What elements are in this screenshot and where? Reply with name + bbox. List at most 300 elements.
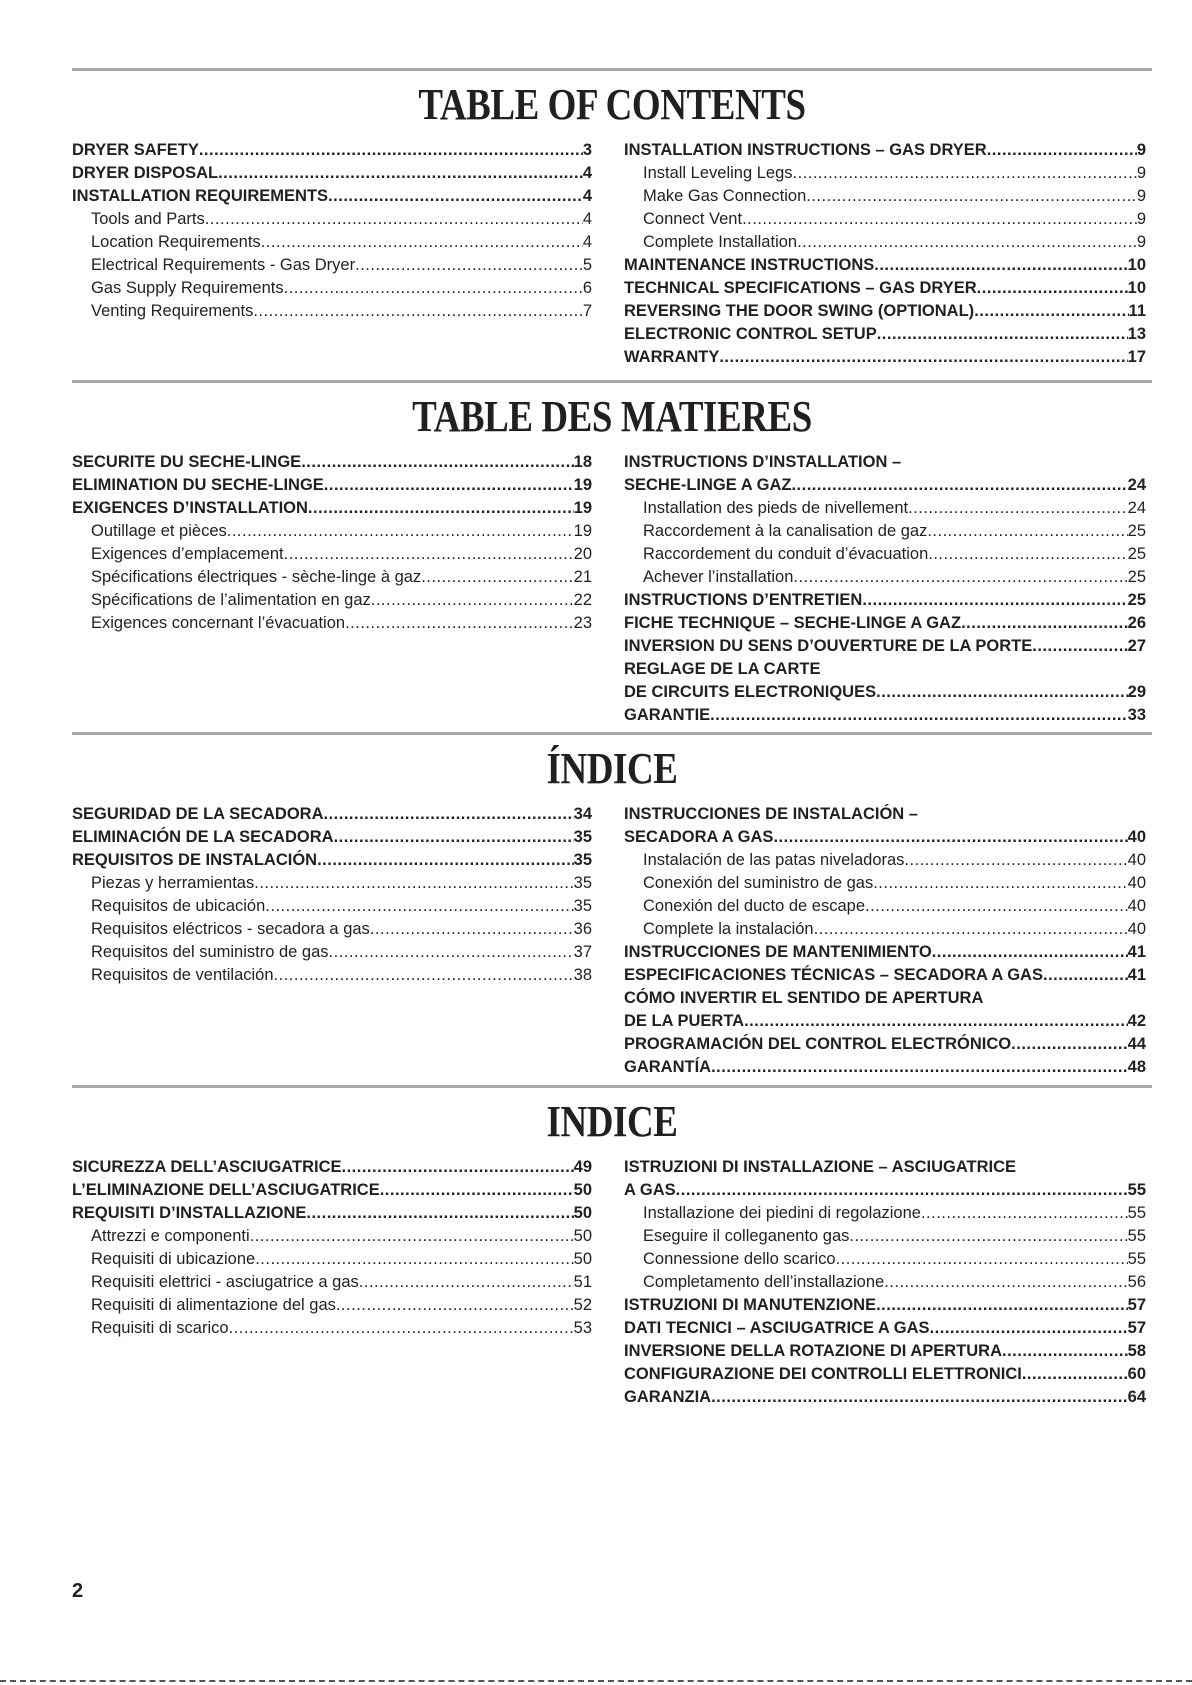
toc-entry-label: REVERSING THE DOOR SWING (OPTIONAL) <box>624 302 975 320</box>
toc-entry-page: 26 <box>1127 614 1146 632</box>
toc-leader-dots <box>329 941 574 964</box>
toc-leader-dots <box>921 1202 1128 1225</box>
toc-entry-label: ISTRUZIONI DI INSTALLAZIONE – ASCIUGATRICE <box>624 1158 1017 1176</box>
toc-leader-dots <box>342 1156 574 1179</box>
toc-entry-page: 40 <box>1127 851 1146 869</box>
toc-entry[interactable] <box>624 803 1146 826</box>
toc-leader-dots <box>336 1294 574 1317</box>
toc-entry-page: 41 <box>1127 966 1146 984</box>
toc-entry-page: 7 <box>582 302 592 320</box>
toc-entry-page: 55 <box>1127 1227 1146 1245</box>
toc-entry-label: ISTRUZIONI DI MANUTENZIONE <box>624 1296 877 1314</box>
toc-entry-page: 49 <box>573 1158 592 1176</box>
toc-entry-label: WARRANTY <box>624 348 720 366</box>
toc-entry-label: Requisitos de ventilación <box>91 966 274 984</box>
toc-leader-dots <box>862 589 1127 612</box>
toc-leader-dots <box>710 704 1127 727</box>
toc-entry-page: 36 <box>573 920 592 938</box>
toc-entry[interactable] <box>624 1271 1146 1294</box>
toc-leader-dots <box>961 612 1128 635</box>
bottom-divider <box>0 1680 1192 1682</box>
toc-leader-dots <box>205 208 583 231</box>
toc-entry[interactable] <box>624 1033 1146 1056</box>
toc-entry-label: INSTRUCCIONES DE INSTALACIÓN – <box>624 805 918 823</box>
toc-entry-label: INVERSIONE DELLA ROTAZIONE DI APERTURA <box>624 1342 1002 1360</box>
toc-entry-label: INVERSION DU SENS D’OUVERTURE DE LA PORTE <box>624 637 1033 655</box>
section-title: TABLE OF CONTENTS <box>418 80 806 129</box>
toc-leader-dots <box>334 826 574 849</box>
toc-entry-page: 19 <box>573 522 592 540</box>
toc-entry[interactable] <box>72 803 592 826</box>
toc-entry-page: 48 <box>1127 1058 1146 1076</box>
toc-entry[interactable] <box>72 612 592 635</box>
toc-section <box>72 1085 1152 1406</box>
toc-entry-label: INSTALLATION REQUIREMENTS <box>72 187 329 205</box>
toc-entry-label: Achever l’installation <box>643 568 794 586</box>
toc-entry-label: DE CIRCUITS ELECTRONIQUES <box>624 683 877 701</box>
toc-entry-label: SEGURIDAD DE LA SECADORA <box>72 805 324 823</box>
toc-leader-dots <box>930 1317 1128 1340</box>
toc-entry-label: Make Gas Connection <box>643 187 807 205</box>
toc-leader-dots <box>254 872 573 895</box>
toc-entry-page: 40 <box>1127 874 1146 892</box>
page-number: 2 <box>72 1580 84 1602</box>
toc-entry[interactable] <box>72 872 592 895</box>
toc-entry-page: 9 <box>1136 164 1146 182</box>
toc-entry-label: Connect Vent <box>643 210 743 228</box>
toc-column-left <box>72 139 592 323</box>
toc-leader-dots <box>904 849 1127 872</box>
toc-entry[interactable] <box>624 1248 1146 1271</box>
toc-entry[interactable] <box>624 872 1146 895</box>
toc-entry-page: 40 <box>1127 828 1146 846</box>
toc-entry[interactable] <box>624 162 1146 185</box>
toc-leader-dots <box>227 520 574 543</box>
toc-leader-dots <box>218 162 583 185</box>
toc-leader-dots <box>1011 1033 1127 1056</box>
toc-entry[interactable] <box>624 1056 1146 1079</box>
toc-entry-label: Completamento dell’installazione <box>643 1273 885 1291</box>
toc-entry-page: 4 <box>582 233 592 251</box>
toc-leader-dots <box>345 612 574 635</box>
toc-entry-page: 18 <box>573 453 592 471</box>
toc-entry-label: INSTRUCTIONS D’INSTALLATION – <box>624 453 902 471</box>
toc-entry-label: Complete Installation <box>643 233 798 251</box>
toc-entry[interactable] <box>72 1317 592 1340</box>
toc-entry-label: ESPECIFICACIONES TÉCNICAS – SECADORA A GAS <box>624 966 1043 984</box>
toc-entry-page: 10 <box>1127 256 1146 274</box>
toc-entry-page: 50 <box>573 1227 592 1245</box>
toc-entry[interactable] <box>624 451 1146 474</box>
toc-leader-dots <box>421 566 573 589</box>
toc-leader-dots <box>744 1010 1128 1033</box>
toc-entry[interactable] <box>72 520 592 543</box>
toc-entry-label: L’ELIMINAZIONE DELL’ASCIUGATRICE <box>72 1181 380 1199</box>
toc-entry-label: Outillage et pièces <box>91 522 227 540</box>
toc-column-left <box>72 1156 592 1340</box>
toc-leader-dots <box>265 895 573 918</box>
toc-entry-label: Tools and Parts <box>91 210 205 228</box>
toc-entry-label: DE LA PUERTA <box>624 1012 745 1030</box>
toc-entry[interactable] <box>624 1010 1146 1033</box>
toc-entry-page: 53 <box>573 1319 592 1337</box>
toc-leader-dots <box>328 185 583 208</box>
toc-entry[interactable] <box>624 1294 1146 1317</box>
toc-section <box>72 380 1152 724</box>
toc-leader-dots <box>1043 964 1128 987</box>
toc-entry[interactable] <box>72 474 592 497</box>
toc-entry-page: 34 <box>573 805 592 823</box>
toc-entry-page: 58 <box>1127 1342 1146 1360</box>
toc-entry[interactable] <box>624 918 1146 941</box>
toc-entry-page: 35 <box>573 897 592 915</box>
toc-entry[interactable] <box>624 635 1146 658</box>
toc-entry[interactable] <box>624 612 1146 635</box>
toc-entry[interactable] <box>72 1202 592 1225</box>
toc-leader-dots <box>676 1179 1128 1202</box>
toc-entry[interactable] <box>624 323 1146 346</box>
toc-entry-page: 11 <box>1128 302 1146 320</box>
toc-leader-dots <box>355 254 583 277</box>
section-rule <box>72 68 1152 71</box>
toc-entry-page: 17 <box>1127 348 1146 366</box>
toc-entry[interactable] <box>72 300 592 323</box>
toc-leader-dots <box>884 1271 1127 1294</box>
toc-entry[interactable] <box>624 849 1146 872</box>
toc-entry[interactable] <box>624 543 1146 566</box>
toc-leader-dots <box>793 566 1127 589</box>
section-title: ÍNDICE <box>546 744 678 793</box>
toc-leader-dots <box>987 139 1137 162</box>
toc-entry-label: Electrical Requirements - Gas Dryer <box>91 256 356 274</box>
toc-leader-dots <box>977 277 1128 300</box>
toc-entry[interactable] <box>72 566 592 589</box>
toc-leader-dots <box>873 872 1127 895</box>
toc-entry-label: Requisitos eléctricos - secadora a gas <box>91 920 370 938</box>
toc-entry-label: Complete la instalación <box>643 920 814 938</box>
toc-entry-page: 38 <box>573 966 592 984</box>
toc-leader-dots <box>876 1294 1128 1317</box>
toc-entry-label: TECHNICAL SPECIFICATIONS – GAS DRYER <box>624 279 977 297</box>
toc-entry-page: 56 <box>1127 1273 1146 1291</box>
toc-entry[interactable] <box>72 497 592 520</box>
toc-entry[interactable] <box>72 1179 592 1202</box>
toc-entry[interactable] <box>72 1294 592 1317</box>
toc-entry[interactable] <box>624 185 1146 208</box>
toc-entry-page: 42 <box>1127 1012 1146 1030</box>
toc-entry[interactable] <box>624 1340 1146 1363</box>
toc-column-right <box>624 139 1146 369</box>
toc-entry-label: DATI TECNICI – ASCIUGATRICE A GAS <box>624 1319 930 1337</box>
toc-entry-page: 44 <box>1127 1035 1146 1053</box>
toc-entry-page: 35 <box>573 874 592 892</box>
toc-entry[interactable] <box>72 139 592 162</box>
toc-leader-dots <box>876 681 1128 704</box>
toc-entry-label: Requisiti elettrici - asciugatrice a gas <box>91 1273 359 1291</box>
toc-entry[interactable] <box>72 964 592 987</box>
toc-leader-dots <box>359 1271 574 1294</box>
toc-entry-label: ELIMINACIÓN DE LA SECADORA <box>72 828 334 846</box>
toc-entry-page: 21 <box>573 568 592 586</box>
toc-entry-label: Exigences d’emplacement <box>91 545 284 563</box>
toc-column-left <box>72 451 592 635</box>
toc-entry-page: 29 <box>1127 683 1146 701</box>
toc-entry[interactable] <box>624 1225 1146 1248</box>
section-title: INDICE <box>546 1097 678 1146</box>
toc-entry-label: Spécifications électriques - sèche-linge à gaz <box>91 568 422 586</box>
toc-entry-page: 23 <box>573 614 592 632</box>
toc-leader-dots <box>199 139 583 162</box>
toc-entry-label: CÓMO INVERTIR EL SENTIDO DE APERTURA <box>624 989 984 1007</box>
toc-leader-dots <box>284 543 574 566</box>
toc-entry-page: 22 <box>573 591 592 609</box>
toc-entry[interactable] <box>624 277 1146 300</box>
toc-leader-dots <box>836 1248 1128 1271</box>
toc-entry[interactable] <box>624 1179 1146 1202</box>
toc-entry[interactable] <box>72 185 592 208</box>
toc-leader-dots <box>1002 1340 1128 1363</box>
toc-leader-dots <box>927 520 1127 543</box>
section-title: TABLE DES MATIERES <box>412 392 812 441</box>
toc-entry[interactable] <box>72 918 592 941</box>
toc-entry[interactable] <box>624 895 1146 918</box>
toc-entry-label: Requisitos de ubicación <box>91 897 266 915</box>
toc-entry-label: EXIGENCES D’INSTALLATION <box>72 499 308 517</box>
toc-leader-dots <box>253 300 582 323</box>
toc-entry-label: DRYER DISPOSAL <box>72 164 219 182</box>
section-rule <box>72 380 1152 383</box>
toc-entry[interactable] <box>72 589 592 612</box>
toc-leader-dots <box>308 497 574 520</box>
section-rule <box>72 732 1152 735</box>
toc-entry[interactable] <box>72 1271 592 1294</box>
toc-leader-dots <box>773 826 1127 849</box>
toc-leader-dots <box>324 474 574 497</box>
toc-leader-dots <box>371 589 574 612</box>
toc-entry-page: 50 <box>573 1181 592 1199</box>
toc-entry[interactable] <box>72 1225 592 1248</box>
toc-leader-dots <box>255 1248 573 1271</box>
toc-entry-page: 10 <box>1127 279 1146 297</box>
toc-entry-page: 6 <box>582 279 592 297</box>
toc-entry-page: 40 <box>1127 920 1146 938</box>
toc-entry-page: 9 <box>1136 141 1146 159</box>
toc-entry-page: 4 <box>582 164 592 182</box>
toc-entry[interactable] <box>624 987 1146 1010</box>
toc-entry-page: 55 <box>1127 1204 1146 1222</box>
toc-entry-page: 51 <box>573 1273 592 1291</box>
toc-entry[interactable] <box>624 589 1146 612</box>
toc-section <box>72 68 1152 366</box>
toc-entry[interactable] <box>72 162 592 185</box>
toc-entry-page: 55 <box>1127 1181 1146 1199</box>
toc-entry-label: Location Requirements <box>91 233 261 251</box>
toc-entry-label: Connessione dello scarico <box>643 1250 836 1268</box>
toc-entry-page: 24 <box>1127 476 1146 494</box>
toc-entry-label: GARANZIA <box>624 1388 712 1406</box>
toc-entry-page: 33 <box>1127 706 1146 724</box>
toc-entry-page: 35 <box>573 828 592 846</box>
toc-entry-label: GARANTÍA <box>624 1058 712 1076</box>
toc-entry-label: INSTRUCCIONES DE MANTENIMIENTO <box>624 943 932 961</box>
toc-entry[interactable] <box>72 208 592 231</box>
toc-column-right <box>624 1156 1146 1409</box>
toc-entry-page: 9 <box>1136 210 1146 228</box>
toc-entry[interactable] <box>624 300 1146 323</box>
toc-entry-label: SICUREZZA DELL’ASCIUGATRICE <box>72 1158 342 1176</box>
toc-entry[interactable] <box>72 1248 592 1271</box>
toc-leader-dots <box>974 300 1128 323</box>
toc-leader-dots <box>1022 1363 1128 1386</box>
toc-entry[interactable] <box>72 941 592 964</box>
toc-entry-page: 25 <box>1127 591 1146 609</box>
toc-entry-page: 25 <box>1127 545 1146 563</box>
toc-entry-page: 35 <box>573 851 592 869</box>
toc-entry-page: 52 <box>573 1296 592 1314</box>
toc-entry-label: Requisiti di alimentazione del gas <box>91 1296 336 1314</box>
toc-entry[interactable] <box>624 1363 1146 1386</box>
toc-entry-label: Raccordement à la canalisation de gaz <box>643 522 928 540</box>
toc-entry-page: 24 <box>1127 499 1146 517</box>
toc-leader-dots <box>324 803 574 826</box>
toc-entry-page: 20 <box>573 545 592 563</box>
toc-entry[interactable] <box>624 497 1146 520</box>
toc-entry[interactable] <box>624 941 1146 964</box>
toc-leader-dots <box>742 208 1137 231</box>
toc-entry[interactable] <box>624 346 1146 369</box>
toc-leader-dots <box>849 1225 1127 1248</box>
toc-leader-dots <box>1032 635 1127 658</box>
toc-leader-dots <box>932 941 1128 964</box>
toc-entry-label: Exigences concernant l’évacuation <box>91 614 346 632</box>
toc-entry-label: SECURITE DU SECHE-LINGE <box>72 453 302 471</box>
toc-entry-label: SECADORA A GAS <box>624 828 774 846</box>
toc-entry-label: Gas Supply Requirements <box>91 279 284 297</box>
toc-entry-label: INSTALLATION INSTRUCTIONS – GAS DRYER <box>624 141 987 159</box>
toc-column-left <box>72 803 592 987</box>
toc-entry-page: 9 <box>1136 187 1146 205</box>
toc-entry[interactable] <box>624 658 1146 681</box>
toc-entry-page: 55 <box>1127 1250 1146 1268</box>
toc-entry-page: 64 <box>1127 1388 1146 1406</box>
toc-entry-page: 4 <box>582 210 592 228</box>
toc-entry[interactable] <box>72 231 592 254</box>
toc-leader-dots <box>370 918 574 941</box>
toc-leader-dots <box>791 474 1127 497</box>
toc-entry[interactable] <box>72 895 592 918</box>
toc-entry-label: Venting Requirements <box>91 302 254 320</box>
toc-entry-page: 19 <box>573 476 592 494</box>
toc-leader-dots <box>711 1386 1128 1409</box>
toc-entry-label: SECHE-LINGE A GAZ <box>624 476 792 494</box>
toc-entry[interactable] <box>72 1156 592 1179</box>
toc-entry-page: 50 <box>573 1250 592 1268</box>
toc-column-right <box>624 451 1146 727</box>
toc-entry[interactable] <box>624 254 1146 277</box>
toc-entry-label: REGLAGE DE LA CARTE <box>624 660 821 678</box>
toc-entry[interactable] <box>624 520 1146 543</box>
toc-entry[interactable] <box>624 1386 1146 1409</box>
toc-entry[interactable] <box>72 849 592 872</box>
toc-entry-label: Conexión del suministro de gas <box>643 874 874 892</box>
toc-entry-page: 9 <box>1136 233 1146 251</box>
toc-leader-dots <box>261 231 583 254</box>
toc-entry-page: 19 <box>573 499 592 517</box>
toc-entry-page: 40 <box>1127 897 1146 915</box>
toc-entry-label: INSTRUCTIONS D’ENTRETIEN <box>624 591 863 609</box>
toc-entry-page: 4 <box>582 187 592 205</box>
toc-entry[interactable] <box>624 231 1146 254</box>
toc-entry-label: ELIMINATION DU SECHE-LINGE <box>72 476 324 494</box>
toc-entry[interactable] <box>624 139 1146 162</box>
toc-entry-page: 57 <box>1127 1319 1146 1337</box>
toc-column-right <box>624 803 1146 1079</box>
toc-leader-dots <box>928 543 1127 566</box>
toc-entry-label: REQUISITI D’INSTALLAZIONE <box>72 1204 307 1222</box>
toc-entry[interactable] <box>72 451 592 474</box>
toc-leader-dots <box>301 451 573 474</box>
toc-entry[interactable] <box>624 474 1146 497</box>
toc-leader-dots <box>793 162 1137 185</box>
toc-leader-dots <box>806 185 1137 208</box>
toc-leader-dots <box>250 1225 574 1248</box>
toc-entry[interactable] <box>72 543 592 566</box>
toc-entry[interactable] <box>624 1156 1146 1179</box>
toc-entry-page: 57 <box>1127 1296 1146 1314</box>
toc-leader-dots <box>874 254 1127 277</box>
toc-entry[interactable] <box>624 1317 1146 1340</box>
toc-entry[interactable] <box>72 277 592 300</box>
toc-entry-page: 41 <box>1127 943 1146 961</box>
toc-entry[interactable] <box>624 681 1146 704</box>
toc-entry[interactable] <box>624 964 1146 987</box>
toc-entry-label: Install Leveling Legs <box>643 164 793 182</box>
toc-entry[interactable] <box>72 254 592 277</box>
toc-entry[interactable] <box>72 826 592 849</box>
toc-leader-dots <box>380 1179 574 1202</box>
toc-entry[interactable] <box>624 1202 1146 1225</box>
toc-entry-page: 3 <box>582 141 592 159</box>
toc-leader-dots <box>711 1056 1128 1079</box>
toc-entry[interactable] <box>624 704 1146 727</box>
toc-entry-label: Eseguire il colleganento gas <box>643 1227 850 1245</box>
toc-entry[interactable] <box>624 208 1146 231</box>
toc-entry-label: REQUISITOS DE INSTALACIÓN <box>72 851 318 869</box>
toc-entry-label: MAINTENANCE INSTRUCTIONS <box>624 256 875 274</box>
toc-entry-page: 13 <box>1127 325 1146 343</box>
toc-entry-page: 25 <box>1127 522 1146 540</box>
toc-entry-label: A GAS <box>624 1181 676 1199</box>
toc-leader-dots <box>797 231 1137 254</box>
toc-entry[interactable] <box>624 566 1146 589</box>
toc-leader-dots <box>284 277 583 300</box>
toc-entry[interactable] <box>624 826 1146 849</box>
toc-leader-dots <box>317 849 574 872</box>
toc-entry-label: CONFIGURAZIONE DEI CONTROLLI ELETTRONICI <box>624 1365 1022 1383</box>
toc-section <box>72 732 1152 1076</box>
toc-entry-page: 25 <box>1127 568 1146 586</box>
toc-entry-label: DRYER SAFETY <box>72 141 199 159</box>
toc-entry-page: 60 <box>1127 1365 1146 1383</box>
toc-entry-label: Requisiti di scarico <box>91 1319 229 1337</box>
toc-entry-label: Requisiti di ubicazione <box>91 1250 256 1268</box>
toc-leader-dots <box>877 323 1128 346</box>
toc-entry-label: GARANTIE <box>624 706 711 724</box>
toc-leader-dots <box>814 918 1128 941</box>
toc-leader-dots <box>306 1202 573 1225</box>
toc-entry-label: PROGRAMACIÓN DEL CONTROL ELECTRÓNICO <box>624 1035 1012 1053</box>
toc-entry-label: Installazione dei piedini di regolazione <box>643 1204 921 1222</box>
